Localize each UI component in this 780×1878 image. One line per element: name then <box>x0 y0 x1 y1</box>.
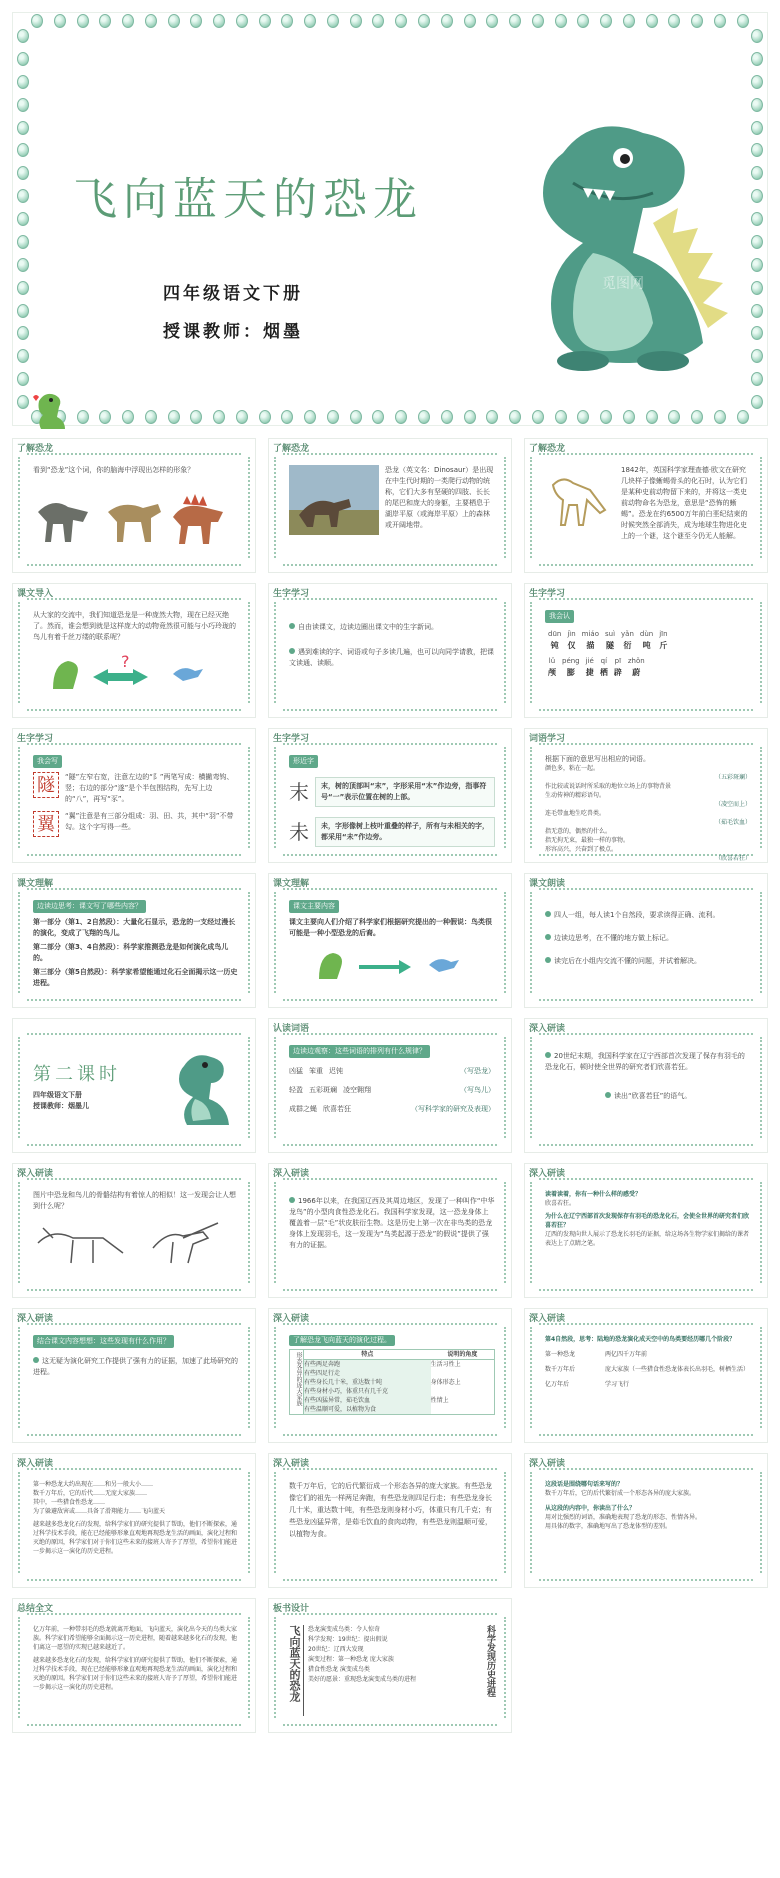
slide-text: 1842年，英国科学家理查德·欧文在研究几块样子像蜥蜴骨头的化石时，认为它们是某种史前动物留下来的，并将这一类史前动物命名为恐龙，意思是“恐怖的蜥蜴”。恐龙在约6500万年前白垩纪结束的时候突然全部消失，成为地球生物进化史上的一个谜，这个谜至今仍无人能解。 <box>621 466 748 540</box>
list-item: 边读边思考，在不懂的地方做上标记。 <box>554 934 673 942</box>
slide-thumbnail-grid <box>12 438 768 1878</box>
slide-thumbnail-6[interactable]: 生字学习 我会认 dūn 钝 jìn 仅 miáo 描 suì 隧 yǎn 衍 dùn 吨 jīn 斤 lǔ 颅 péng 膨 jié 捷 qí 栖 pī 辟 zhǒn 蔚 <box>524 583 768 718</box>
slide-text-1: 自由读课文，边读边圈出课文中的生字新词。 <box>298 623 438 631</box>
slide-title: 结合课文内容想想：这些发现有什么作用？ <box>33 1335 174 1348</box>
slide-thumbnail-2[interactable] <box>268 438 512 573</box>
cover-egg-border-top <box>25 13 755 29</box>
table-row: 有些身长几十米，重达数十吨 身体形态上 <box>304 1379 461 1386</box>
slide-text-1: 末，树的顶部叫“末”，字形采用“木”作边旁，指事符号“一”表示位置在树的上部。 <box>315 777 495 807</box>
list-item: 第一种恐龙大约出现在……和另一般大小…… <box>33 1481 154 1488</box>
glyph-1: 末 <box>289 779 309 804</box>
slide-thumbnail-10[interactable] <box>12 873 256 1008</box>
slide-header: 深入研读 <box>273 1314 310 1324</box>
slide-header: 了解恐龙 <box>17 444 54 454</box>
dinosaur-to-bird-icon <box>289 943 469 983</box>
dinosaur-illustration-icon <box>169 1051 239 1131</box>
question-1: 读着读着，你有一种什么样的感受？ <box>545 1191 642 1198</box>
slide-text-1: “隧”左窄右宽，注意左边的“阝”两笔写成：横撇弯钩、竖；右边的部分“遂”是个半包围结构，先写上边的“八”，再写“豕”。 <box>65 773 234 803</box>
slide-thumbnail-24[interactable] <box>524 1453 768 1588</box>
lesson-teacher: 授课教师：烟墨儿 <box>33 1102 89 1110</box>
list-item: 指无拘无束，最独一样的事物。 <box>545 837 630 844</box>
slide-header: 生字学习 <box>529 589 566 599</box>
question-2: 从这段的内容中，你读出了什么？ <box>545 1505 636 1512</box>
table-row: 有些四足行走 <box>304 1369 494 1378</box>
slide-header: 生字学习 <box>17 734 54 744</box>
board-line: 20世纪：辽西大发现 <box>308 1646 364 1653</box>
slide-thumbnail-9[interactable] <box>524 728 768 863</box>
list-item: 其中，一些猎食性恐龙…… <box>33 1499 106 1506</box>
char-box-1: 隧 <box>33 772 59 798</box>
slide-text-2: 未，字形像树上枝叶重叠的样子，所有与未相关的字，都采用“未”作边旁。 <box>315 817 495 847</box>
slide-text-2: 越来越多恐龙化石的发现，给科学家们的研究提供了帮助，他们不断探索，通过科学技术手段，现在已经能够形象直观地再现恐龙生活的画面，演化过程和灭绝的原因。科学家们对于你们这些未来的接班人寄予了厚望，希望你们能进一步揭示这一演化的历史进程。 <box>33 1657 238 1691</box>
slide-thumbnail-7[interactable] <box>12 728 256 863</box>
slide-thumbnail-26[interactable] <box>268 1598 512 1733</box>
board-line: 恐龙演变成鸟类：令人惊奇 <box>308 1626 381 1633</box>
slide-header: 深入研读 <box>273 1459 310 1469</box>
slide-thumbnail-11[interactable] <box>268 873 512 1008</box>
slide-header: 深入研读 <box>529 1024 566 1034</box>
slide-header: 深入研读 <box>529 1169 566 1179</box>
table-row: 有些温顺可爱，以植物为食 <box>304 1405 494 1414</box>
slide-header: 板书设计 <box>273 1604 310 1614</box>
board-title: 飞向蓝天的恐龙 <box>288 1625 301 1702</box>
list-item: 四人一组，每人读1个自然段，要求读得正确、流利。 <box>554 911 720 919</box>
answer-2b: 用具体的数字，准确地写出了恐龙体型的差别。 <box>545 1523 672 1530</box>
slide-thumbnail-3[interactable] <box>524 438 768 573</box>
board-side: 科学发现历史进程 <box>485 1625 495 1697</box>
list-item: 指无意的，偶然的什么。 <box>545 828 612 835</box>
cover-teacher: 授课教师：烟墨 <box>163 322 303 341</box>
slide-text: 这无疑为演化研究工作提供了强有力的证据，加速了此场研究的进程。 <box>33 1357 238 1376</box>
table-side-label: 形态各异的庞大家族 <box>290 1350 304 1414</box>
list-item: 生动传神的精彩语句。 <box>545 792 606 799</box>
list-item: 颜色多，粘在一起。 <box>545 765 600 772</box>
list-item: 形容高兴，兴奋到了极点。 <box>545 846 618 853</box>
answer: （五彩斑斓） <box>714 774 751 781</box>
answer-2: 辽西的发现向世人展示了恐龙长羽毛的证据，给这场各生物学家们揭给的课者表达上了点睛之笔。 <box>545 1231 750 1247</box>
list-item: 作比较或说话时所采取的地位立场上的事物背景 <box>545 783 672 790</box>
board-line: 演变过程：第一种恐龙 庞大家族 <box>308 1656 394 1663</box>
slide-text-2: “翼”注意是有三部分组成：羽、田、共，其中“羽”不带勾。这个字写得一些。 <box>65 812 234 831</box>
slide-header: 课文理解 <box>17 879 54 889</box>
slide-header: 课文理解 <box>273 879 310 889</box>
lesson-title: 第二课时 <box>33 1064 121 1085</box>
slide-thumbnail-8[interactable] <box>268 728 512 863</box>
svg-text:?: ? <box>121 652 130 671</box>
slide-thumbnail-20[interactable] <box>268 1308 512 1443</box>
slide-thumbnail-5[interactable] <box>268 583 512 718</box>
cover-watermark: 觅图网 <box>602 275 644 291</box>
lesson-grade: 四年级语文下册 <box>33 1091 82 1099</box>
slide-text: 20世纪末期，我国科学家在辽宁西部首次发现了保存有羽毛的恐龙化石，顿时使全世界的研究者们欣喜若狂。 <box>545 1052 745 1071</box>
slide-thumbnail-13[interactable] <box>12 1018 256 1153</box>
table-row: 有些身材小巧，体重只有几千克 <box>304 1387 494 1396</box>
char-box-2: 翼 <box>33 811 59 837</box>
slide-header: 深入研读 <box>273 1169 310 1179</box>
slide-thumbnail-16[interactable] <box>12 1163 256 1298</box>
dinosaur-group-icon <box>33 482 233 552</box>
slide-tag: 我会认 <box>545 610 574 623</box>
dinosaur-to-bird-icon <box>33 649 213 699</box>
dinosaur-illustration-icon <box>503 113 743 373</box>
skeleton-comparison-icon <box>33 1218 233 1268</box>
cover-egg-border-right <box>749 29 765 409</box>
slide-thumbnail-23[interactable] <box>268 1453 512 1588</box>
slide-text: 恐龙（英文名：Dinosaur）是出现在中生代时期的一类爬行动物的统称，它们大多有坚硬的四肢、长长的尾巴和庞大的身躯，主要栖息于湖岸平原（或海岸平原）上的森林或开阔地带。 <box>385 466 494 529</box>
slide-header: 课文导入 <box>17 589 54 599</box>
cover-slide[interactable] <box>12 12 768 426</box>
answer: （凌空而上） <box>714 801 751 808</box>
slide-text: 课文主要向人们介绍了科学家们根据研究提出的一种假说：鸟类很可能是一种小型恐龙的后裔。 <box>289 918 492 937</box>
slide-header: 了解恐龙 <box>529 444 566 454</box>
list-item: 数千万年后，它的后代……无庞大家族…… <box>33 1490 148 1497</box>
board-line: 科学发现：19世纪：提出假说 <box>308 1636 388 1643</box>
list-item: 第三部分（第5自然段）：科学家希望能通过化石全面揭示这一历史进程。 <box>33 968 238 987</box>
answer-1: 数千万年后，它的后代繁衍成一个形态各异的庞大家族。 <box>545 1490 696 1497</box>
slide-text: 从大家的交流中，我们知道恐龙是一种庞然大物，现在已经灭绝了。然而，谁会想到就是这样庞大的动物竟然很可能与小巧玲珑的鸟儿有着千丝万缕的联系呢？ <box>33 611 236 641</box>
slide-text-1: 亿万年前，一种带羽毛的恐龙就离开地面，飞向蓝天，演化出今天的鸟类大家族。科学家们希望能够全面揭示这一历史进程，随着越来越多化石的发现，他们离这一愿望的实现已越来越近了。 <box>33 1626 238 1651</box>
slide-title: 根据下面的意思写出相应的词语。 <box>545 755 650 763</box>
slide-text: 数千万年后，它的后代繁衍成一个形态各异的庞大家族。有些恐龙像它们的祖先一样两足奔跑，有些恐龙则四足行走；有些恐龙身长几十米，重达数十吨，有些恐龙则身材小巧，体重只有几千克；有些恐龙凶猛异常，是茹毛饮血的食肉动物，有些恐龙则温顺可爱，以植物为食。 <box>289 1482 492 1538</box>
reading-tip: 读出“欣喜若狂”的语气。 <box>614 1092 692 1100</box>
slide-text: 图片中恐龙和鸟儿的骨骼结构有着惊人的相似！这一发现会让人想到什么呢？ <box>33 1191 236 1210</box>
slide-header: 深入研读 <box>529 1459 566 1469</box>
board-line: 美好的愿景：重现恐龙演变成鸟类的进程 <box>308 1676 417 1683</box>
slide-thumbnail-18[interactable] <box>524 1163 768 1298</box>
dinosaur-photo-icon <box>289 465 379 535</box>
slide-thumbnail-21[interactable]: 深入研读 第4自然段，思考：陆地的恐龙演化成天空中的鸟类要经历哪几个阶段？ 第一种恐龙 两亿四千万年前 数千万年后 庞大家族（一些猎食性恐龙体表长出羽毛，树栖生活） 亿万年后 学习飞行 <box>524 1308 768 1443</box>
cover-egg-border-left <box>15 29 31 409</box>
slide-tag: 我会写 <box>33 755 62 768</box>
table-row: 有些凶猛异常，茹毛饮血 性情上 <box>304 1397 449 1404</box>
list-item: 第二部分（第3、4自然段）：科学家推测恐龙是如何演化成鸟儿的。 <box>33 943 229 962</box>
slide-header: 深入研读 <box>17 1459 54 1469</box>
table-col-header: 特点 <box>361 1351 374 1358</box>
cover-egg-border-bottom <box>25 409 755 425</box>
cover-grade: 四年级语文下册 <box>163 284 303 303</box>
slide-thumbnail-22[interactable] <box>12 1453 256 1588</box>
slide-tag: 形近字 <box>289 755 318 768</box>
slide-header: 了解恐龙 <box>273 444 310 454</box>
answer-1: 欣喜若狂。 <box>545 1200 576 1207</box>
slide-thumbnail-4[interactable] <box>12 583 256 718</box>
slide-thumbnail-1[interactable] <box>12 438 256 573</box>
list-item: 第一部分（第1、2自然段）：大量化石显示，恐龙的一支经过漫长的演化，变成了飞翔的鸟儿。 <box>33 918 236 937</box>
question-2: 为什么在辽宁西部首次发现保存有羽毛的恐龙化石，会使全世界的研究者们欣喜若狂？ <box>545 1213 750 1229</box>
cover-title: 飞向蓝天的恐龙 <box>73 174 423 225</box>
slide-text: 越来越多恐龙化石的发现，给科学家们的研究提供了帮助，他们不断探索，通过科学技术手段，能在已经能够形象直观地再现恐龙生活的画面，演化过程和灭绝的原因，科学家们对于你们这些未来的接班人寄予了厚望，希望你们能进一步揭示这一演化的历史进程。 <box>33 1521 238 1555</box>
slide-header: 词语学习 <box>529 734 566 744</box>
mini-dinosaur-icon <box>31 389 71 433</box>
list-item: 读完后在小组内交流不懂的问题，并试着解决。 <box>554 957 701 965</box>
slide-thumbnail-25[interactable] <box>12 1598 256 1733</box>
answer-2a: 用对比强烈的词语，准确地表现了恐龙的形态、性情各异。 <box>545 1514 702 1521</box>
slide-thumbnail-14[interactable]: 认读词语 边读边观察：这些词语的排列有什么规律？ 凶猛 笨重 迟钝 （写恐龙） 轻盈 五彩斑斓 凌空翱翔 （写鸟儿） 成群之蝇 欣喜若狂 （写科学家的研究及表现） <box>268 1018 512 1153</box>
slide-title: 了解恐龙飞向蓝天的演化过程。 <box>289 1335 395 1346</box>
table-row: 有些两足奔跑 生活习性上 <box>304 1361 461 1368</box>
list-item: 为了躲避敌害或……具备了滑翔能力……飞向蓝天 <box>33 1508 166 1515</box>
slide-thumbnail-12[interactable] <box>524 873 768 1008</box>
slide-header: 深入研读 <box>529 1314 566 1324</box>
question-1: 这段话是围绕哪句话来写的？ <box>545 1481 624 1488</box>
slide-title: 课文主要内容 <box>289 900 339 913</box>
table-col-header: 说明的角度 <box>447 1351 478 1358</box>
slide-header: 课文朗读 <box>529 879 566 889</box>
slide-title: 边读边观察：这些词语的排列有什么规律？ <box>289 1045 430 1058</box>
slide-header: 认读词语 <box>273 1024 310 1034</box>
board-line: 猎食性恐龙 演变成鸟类 <box>308 1666 370 1673</box>
slide-text-2: 遇到难读的字、词语或句子多读几遍，也可以向同学请教，把课文读通、读顺。 <box>289 648 494 667</box>
slide-header: 总结全文 <box>17 1604 54 1614</box>
slide-text: 看到“恐龙”这个词，你的脑海中浮现出怎样的形象？ <box>33 466 195 474</box>
slide-header: 深入研读 <box>17 1169 54 1179</box>
slide-title: 第4自然段，思考：陆地的恐龙演化成天空中的鸟类要经历哪几个阶段？ <box>545 1336 736 1343</box>
slide-thumbnail-15[interactable] <box>524 1018 768 1153</box>
slide-thumbnail-19[interactable] <box>12 1308 256 1443</box>
slide-header: 生字学习 <box>273 734 310 744</box>
slide-header: 生字学习 <box>273 589 310 599</box>
answer: （欣喜若狂） <box>714 855 751 862</box>
answer: （茹毛饮血） <box>714 819 751 826</box>
dinosaur-skeleton-icon <box>545 465 615 535</box>
slide-title: 边读边思考：课文写了哪些内容？ <box>33 900 146 913</box>
slide-header: 深入研读 <box>17 1314 54 1324</box>
glyph-2: 未 <box>289 819 309 844</box>
slide-text: 1966年以来，在我国辽西及其周边地区，发现了一种叫作“中华龙鸟”的小型肉食性恐龙化石。我国科学家发现，这一恐龙身体上覆盖着一层“毛”状皮肤衍生物。这是历史上第一次在非鸟类的恐龙身体上发现羽毛，这一发现为“鸟类起源于恐龙”的假说”提供了强有力的证据。 <box>289 1197 495 1249</box>
slide-thumbnail-17[interactable] <box>268 1163 512 1298</box>
list-item: 连毛带血地生吃兽类。 <box>545 810 606 817</box>
